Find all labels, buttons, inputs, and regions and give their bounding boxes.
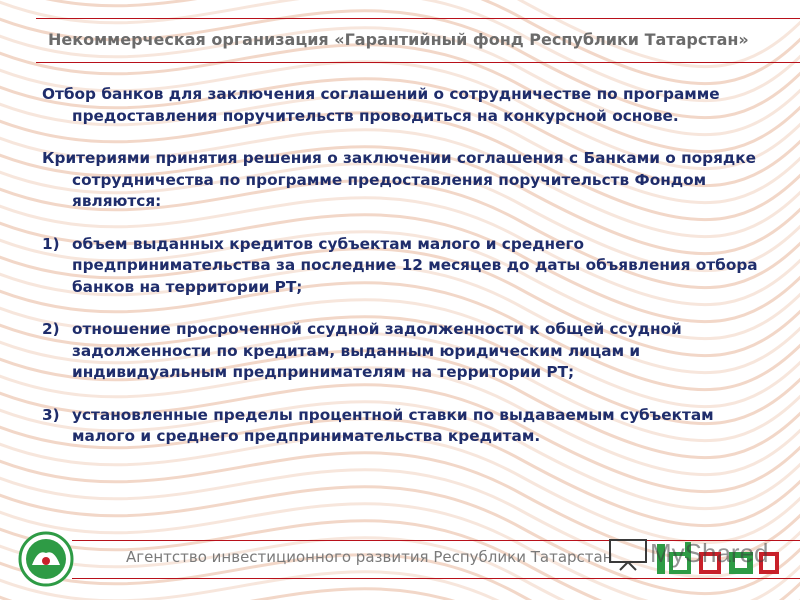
item-text: отношение просроченной ссудной задолженности к общей ссудной задолженности по кредитам, выданным юридическим лицам и индивидуальным предпринимателям на территории РТ; [72, 320, 682, 381]
criteria-item [42, 234, 772, 299]
header-top-rule [36, 18, 800, 19]
criteria-item [42, 405, 772, 448]
criteria-item [42, 319, 772, 384]
item-text: объем выданных кредитов субъектам малого и среднего предпринимательства за последние 12 месяцев до даты объявления отбора банков на территории РТ; [72, 234, 758, 296]
slide-content [42, 84, 772, 469]
item-number: 3) [42, 405, 60, 424]
tatarstan-emblem-logo [18, 531, 74, 587]
item-number: 1) [42, 234, 60, 253]
item-text: установленные пределы процентной ставки по выдаваемым субъектам малого и среднего предпринимательства кредитам. [72, 405, 714, 445]
item-number: 2) [42, 320, 60, 338]
header-bottom-rule [36, 62, 800, 63]
page-title: Некоммерческая организация «Гарантийный фонд Республики Татарстан» [48, 30, 749, 49]
watermark-text: MyShared [650, 538, 769, 568]
footer-bottom-rule [72, 578, 800, 579]
criteria-heading: Критериями принятия решения о заключении соглашения с Банками о порядке сотрудничества по программе предоставления поручительств Фондом являются: [42, 149, 757, 210]
presentation-icon [606, 536, 650, 572]
footer-agency: Агентство инвестиционного развития Республики Татарстан [126, 548, 613, 566]
intro-paragraph: Отбор банков для заключения соглашений о сотрудничестве по программе предоставления поручительств проводиться на конкурсной основе. [42, 85, 720, 125]
